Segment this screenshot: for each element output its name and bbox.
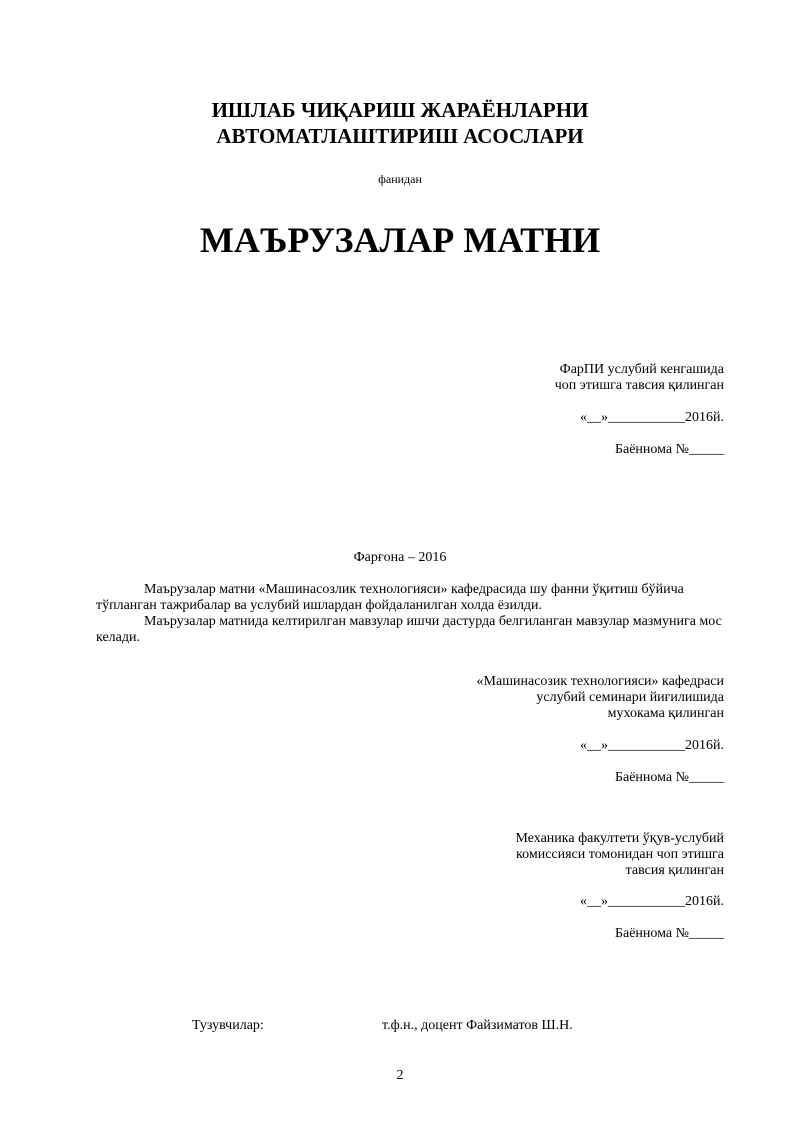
approval-faculty-protocol: Баённома №_____ xyxy=(614,926,724,941)
approval-department-line-1: «Машинасозик технологияси» кафедраси xyxy=(476,674,724,689)
approval-farpi-date: «__»___________2016й. xyxy=(580,410,724,425)
approval-faculty-date: «__»___________2016й. xyxy=(580,894,724,909)
approval-department-line-3: мухокама қилинган xyxy=(607,706,724,721)
approval-farpi-line-1: ФарПИ услубий кенгашида xyxy=(559,362,724,377)
approval-department-line-2: услубий семинари йиғилишида xyxy=(536,690,724,705)
main-title: МАЪРУЗАЛАР МАТНИ xyxy=(199,220,601,260)
subject-suffix: фанидан xyxy=(378,172,422,186)
approval-farpi-protocol: Баённома №_____ xyxy=(614,442,724,457)
intro-text xyxy=(96,582,726,646)
title-line-1: ИШЛАБ ЧИҚАРИШ ЖАРАЁНЛАРНИ xyxy=(211,98,589,122)
compilers-label: Тузувчилар: xyxy=(192,1018,264,1033)
approval-farpi-line-2: чоп этишга тавсия қилинган xyxy=(554,378,724,393)
approval-farpi xyxy=(555,362,724,394)
title-line-2: АВТОМАТЛАШТИРИШ АСОСЛАРИ xyxy=(216,124,584,148)
approval-department-protocol: Баённома №_____ xyxy=(614,770,724,785)
intro-paragraph-2: Маърузалар матнида келтирилган мавзулар ишчи дастурда белгиланган мавзулар мазмунига мос келади. xyxy=(96,614,722,645)
approval-faculty-line-3: тавсия қилинган xyxy=(625,863,724,878)
approval-faculty-line-2: комиссияси томонидан чоп этишга xyxy=(516,847,724,862)
intro-paragraph-1: Маърузалар матни «Машинасозлик технологияси» кафедрасида шу фанни ўқитиш бўйича тўпланган тажрибалар ва услубий ишлардан фойдаланилган холда ёзилди. xyxy=(96,582,684,613)
approval-department-date: «__»___________2016й. xyxy=(580,738,724,753)
page-number: 2 xyxy=(396,1068,404,1083)
document-title xyxy=(0,97,800,149)
approval-department xyxy=(477,674,724,722)
approval-faculty-line-1: Механика факултети ўқув-услубий xyxy=(515,831,724,846)
compilers-value: т.ф.н., доцент Файзиматов Ш.Н. xyxy=(382,1018,573,1033)
approval-faculty xyxy=(515,831,724,879)
city-year: Фарғона – 2016 xyxy=(353,550,447,565)
